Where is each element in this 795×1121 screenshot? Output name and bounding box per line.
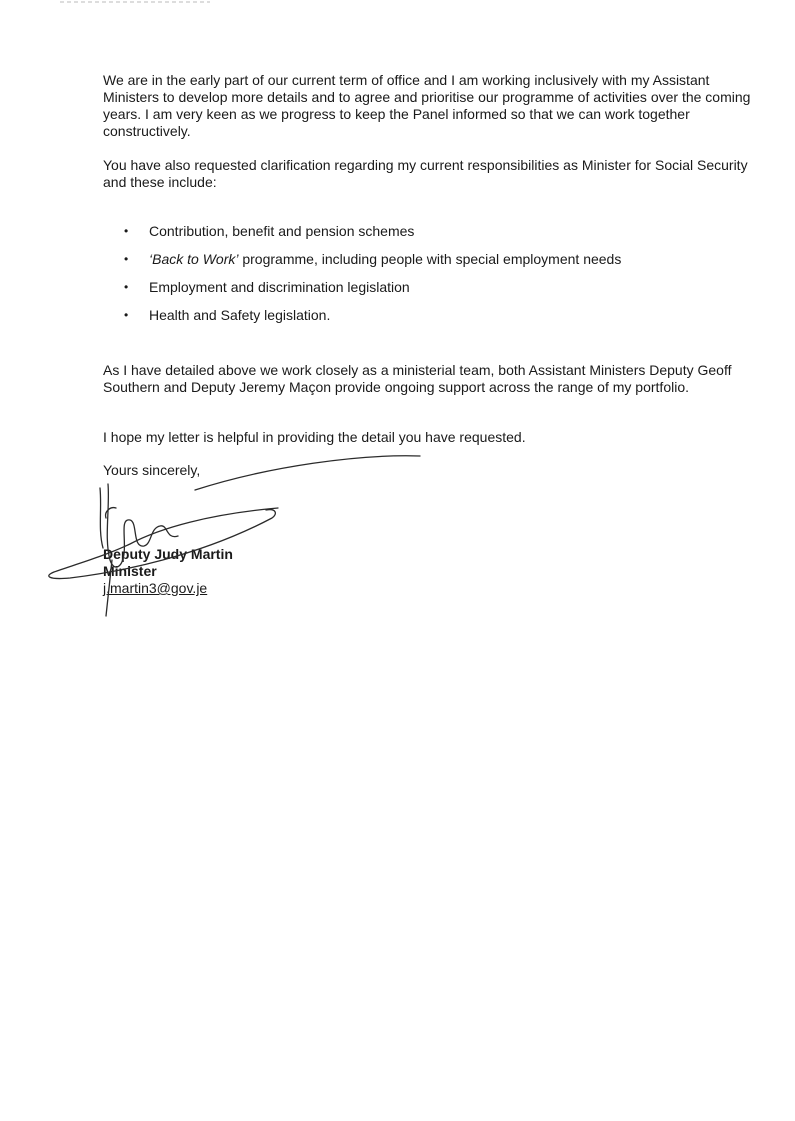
bullet-icon: • bbox=[124, 308, 129, 322]
bullet-icon: • bbox=[124, 252, 129, 266]
paragraph-closing: I hope my letter is helpful in providing the detail you have requested. bbox=[103, 429, 526, 445]
paragraph-term-of-office: We are in the early part of our current term of office and I am working inclusively with my Assistant Ministers to develop more details and to agree and prioritise our programme of activities over the coming years. I am very keen as we progress to keep the Panel informed so that we can work together constructively. bbox=[103, 72, 751, 139]
scan-artifact-line bbox=[60, 0, 210, 5]
paragraph-responsibilities-intro: You have also requested clarification regarding my current responsibilities as Minister for Social Security and these include: bbox=[103, 157, 748, 190]
list-item-italic-text: ‘Back to Work’ bbox=[149, 251, 239, 267]
salutation: Yours sincerely, bbox=[103, 462, 201, 478]
list-item-text: Contribution, benefit and pension schemes bbox=[149, 223, 415, 239]
signatory-email[interactable]: j.martin3@gov.je bbox=[103, 580, 208, 596]
list-item-text: programme, including people with special employment needs bbox=[238, 251, 622, 267]
list-item bbox=[124, 307, 744, 324]
list-item-text: Health and Safety legislation. bbox=[149, 307, 331, 323]
list-item-text: Employment and discrimination legislation bbox=[149, 279, 410, 295]
bullet-icon: • bbox=[124, 224, 129, 238]
list-item bbox=[124, 251, 744, 268]
responsibilities-list bbox=[124, 223, 744, 335]
signatory-name: Deputy Judy Martin bbox=[103, 546, 233, 562]
list-item bbox=[124, 223, 744, 240]
signatory-title: Minister bbox=[103, 563, 157, 579]
bullet-icon: • bbox=[124, 280, 129, 294]
list-item bbox=[124, 279, 744, 296]
paragraph-ministerial-team: As I have detailed above we work closely as a ministerial team, both Assistant Ministers Deputy Geoff Southern and Deputy Jeremy Maçon provide ongoing support across the range of my portfolio. bbox=[103, 362, 732, 395]
